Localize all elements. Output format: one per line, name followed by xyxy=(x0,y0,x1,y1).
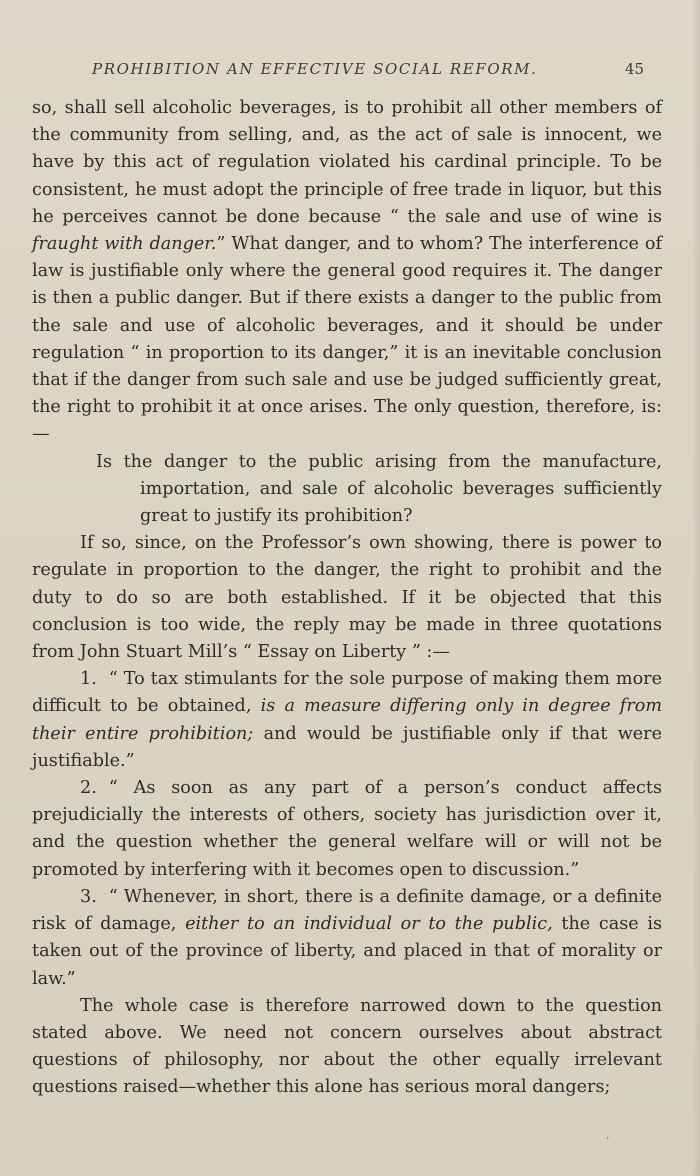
quotation-1 xyxy=(32,666,662,775)
quotation-3 xyxy=(32,884,662,993)
quotation-number: 3. xyxy=(80,886,97,907)
quotation-text: “ Whenever, in short, there is a definite damage, or a definite risk of damage, xyxy=(32,886,662,935)
paragraph: The whole case is therefore narrowed down to the question stated above. We need not concern ourselves about abstract questions of philosophy, nor about the other equally irrelevant questions raised—whether this alone has serious moral dangers; xyxy=(32,995,662,1098)
paragraph-continued xyxy=(32,95,662,449)
quotation-number: 1. xyxy=(80,669,97,690)
paragraph: If so, since, on the Professor’s own showing, there is power to regulate in proportion to the danger, the right to prohibit and the duty to do so are both established. If it be objected that this conclusion is too wide, the reply may be made in three quotations from John Stuart Mill’s “ Essay on Liberty ” :— xyxy=(32,533,662,663)
body-text xyxy=(32,95,662,1102)
quotation-text: “ To tax stimulants for the sole purpose of making them more difficult to be obtained, xyxy=(32,669,662,717)
quotation-text: “ As soon as any part of a person’s conduct affects prejudicially the interests of others, society has jurisdiction over it, and the question whether the general welfare will or will not be promoted by interfering with it becomes open to discussion.” xyxy=(32,778,662,880)
page-number: 45 xyxy=(624,60,644,78)
running-title: PROHIBITION AN EFFECTIVE SOCIAL REFORM. xyxy=(92,60,538,78)
quotation-number: 2. xyxy=(80,778,97,799)
quotation-text: and would be justifiable only if that were justifiable.” xyxy=(32,723,662,771)
paragraph-text: so, shall sell alcoholic beverages, is to prohibit all other members of the community from selling, and, as the act of sale is innocent, we have by this act of regulation violated his cardinal principle. To be consistent, he must adopt the principle of free trade in liquor, but this he perceives cannot be done because “ the sale and use of wine is xyxy=(32,98,662,227)
page-mark: ’ xyxy=(606,1136,610,1147)
italic-phrase: is a measure differing only in degree from their entire prohibition; xyxy=(32,696,662,744)
central-question: Is the danger to the public arising from the manufacture, importation, and sale of alcoholic beverages sufficiently great to justify its prohibition? xyxy=(96,451,662,527)
running-header xyxy=(92,60,652,84)
paragraph-text: ” What danger, and to whom? The interference of law is justifiable only where the general good requires it. The danger is then a public danger. But if there exists a danger to the public from the sale and use of alcoholic beverages, and it should be under regulation “ in proportion to its danger,” it is an inevitable conclusion that if the danger from such sale and use be judged sufficiently great, the right to prohibit it at once arises. The only question, therefore, is:— xyxy=(32,234,662,445)
quotation-text: the case is taken out of the province of liberty, and placed in that of morality or law.” xyxy=(32,914,662,989)
italic-phrase: fraught with danger. xyxy=(32,234,217,255)
italic-phrase: either to an individual or to the public, xyxy=(185,914,553,935)
quotation-2 xyxy=(32,775,662,884)
